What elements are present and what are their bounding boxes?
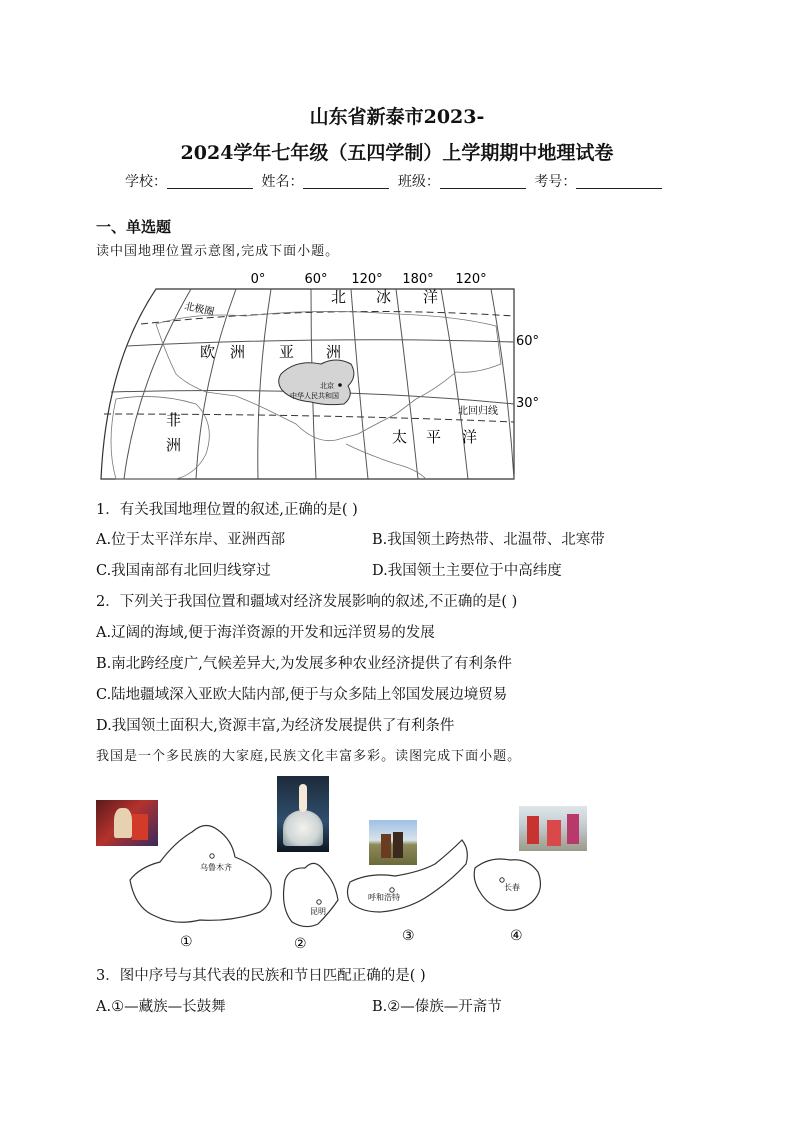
q1-option-a[interactable]: A.位于太平洋东岸、亚洲西部 xyxy=(96,532,286,548)
q3-option-a[interactable]: A.①—藏族—长鼓舞 xyxy=(96,999,226,1015)
asia-2: 洲 xyxy=(326,343,342,361)
arctic-ocean-2: 冰 xyxy=(376,288,392,306)
class-blank[interactable] xyxy=(440,174,526,189)
kunming-label: 昆明 xyxy=(310,907,326,916)
province-outline-figure xyxy=(120,812,560,952)
q2-option-d[interactable]: D.我国领土面积大,资源丰富,为经济发展提供了有利条件 xyxy=(96,718,455,734)
lat-label-30: 30° xyxy=(516,396,540,411)
class-label: 班级： xyxy=(397,174,440,190)
q2-stem: 2．下列关于我国位置和疆域对经济发展影响的叙述,不正确的是( ) xyxy=(96,594,518,610)
pacific-1: 太 xyxy=(392,428,408,446)
exam-number-blank[interactable] xyxy=(576,174,662,189)
province-num-3: ③ xyxy=(402,928,415,944)
q3-option-b[interactable]: B.②—傣族—开斋节 xyxy=(372,999,502,1015)
lon-label-120w: 120° xyxy=(455,272,487,287)
q1-option-b[interactable]: B.我国领土跨热带、北温带、北寒带 xyxy=(372,532,605,548)
school-label: 学校： xyxy=(125,174,167,190)
africa-1: 非 xyxy=(166,411,182,429)
q2-option-a[interactable]: A.辽阔的海域,便于海洋资源的开发和远洋贸易的发展 xyxy=(96,625,435,641)
lon-label-60: 60° xyxy=(304,272,328,287)
urumqi-label: 乌鲁木齐 xyxy=(200,863,232,872)
lat-label-60: 60° xyxy=(516,334,540,349)
changchun-label: 长春 xyxy=(504,883,520,892)
arctic-ocean-1: 北 xyxy=(331,288,347,306)
province-num-2: ② xyxy=(294,936,307,952)
school-blank[interactable] xyxy=(167,174,253,189)
pacific-3: 洋 xyxy=(462,428,478,446)
name-label: 姓名： xyxy=(261,174,304,190)
xinjiang-outline xyxy=(130,825,271,922)
title-line-2: 2024学年七年级（五四学制）上学期期中地理试卷 xyxy=(180,142,614,164)
province-num-4: ④ xyxy=(510,928,523,944)
hohhot-label: 呼和浩特 xyxy=(368,893,400,902)
yunnan-outline xyxy=(284,863,338,926)
lon-label-120: 120° xyxy=(351,272,383,287)
pacific-2: 平 xyxy=(426,428,442,446)
province-num-1: ① xyxy=(180,934,193,950)
student-info-line xyxy=(125,171,666,191)
exam-number-label: 考号： xyxy=(534,174,577,190)
section-title: 一、单选题 xyxy=(96,218,172,236)
q3-stem: 3．图中序号与其代表的民族和节日匹配正确的是( ) xyxy=(96,968,426,984)
q1-stem: 1．有关我国地理位置的叙述,正确的是( ) xyxy=(96,502,358,518)
asia-1: 亚 xyxy=(279,343,295,361)
china-label: 中华人民共和国 xyxy=(290,392,339,400)
intro-map: 读中国地理位置示意图,完成下面小题。 xyxy=(96,244,340,259)
q1-option-c[interactable]: C.我国南部有北回归线穿过 xyxy=(96,563,271,579)
intro-ethnic: 我国是一个多民族的大家庭,民族文化丰富多彩。读图完成下面小题。 xyxy=(96,749,522,764)
lon-label-0: 0° xyxy=(250,272,266,287)
q2-option-c[interactable]: C.陆地疆域深入亚欧大陆内部,便于与众多陆上邻国发展边境贸易 xyxy=(96,687,508,703)
q1-option-d[interactable]: D.我国领土主要位于中高纬度 xyxy=(372,563,562,579)
name-blank[interactable] xyxy=(303,174,389,189)
europe-1: 欧 xyxy=(200,343,216,361)
lon-label-180: 180° xyxy=(402,272,434,287)
arctic-circle-label: 北极圈 xyxy=(183,301,216,319)
inner-mongolia-outline xyxy=(348,840,468,912)
title-line-1: 山东省新泰市2023- xyxy=(309,106,485,128)
africa-2: 洲 xyxy=(166,436,182,454)
tropic-label: 北回归线 xyxy=(458,406,498,417)
q2-option-b[interactable]: B.南北跨经度广,气候差异大,为发展多种农业经济提供了有利条件 xyxy=(96,656,512,672)
china-location-map xyxy=(96,264,546,484)
europe-2: 洲 xyxy=(230,343,246,361)
beijing-label: 北京 xyxy=(320,382,334,390)
arctic-ocean-3: 洋 xyxy=(423,288,439,306)
